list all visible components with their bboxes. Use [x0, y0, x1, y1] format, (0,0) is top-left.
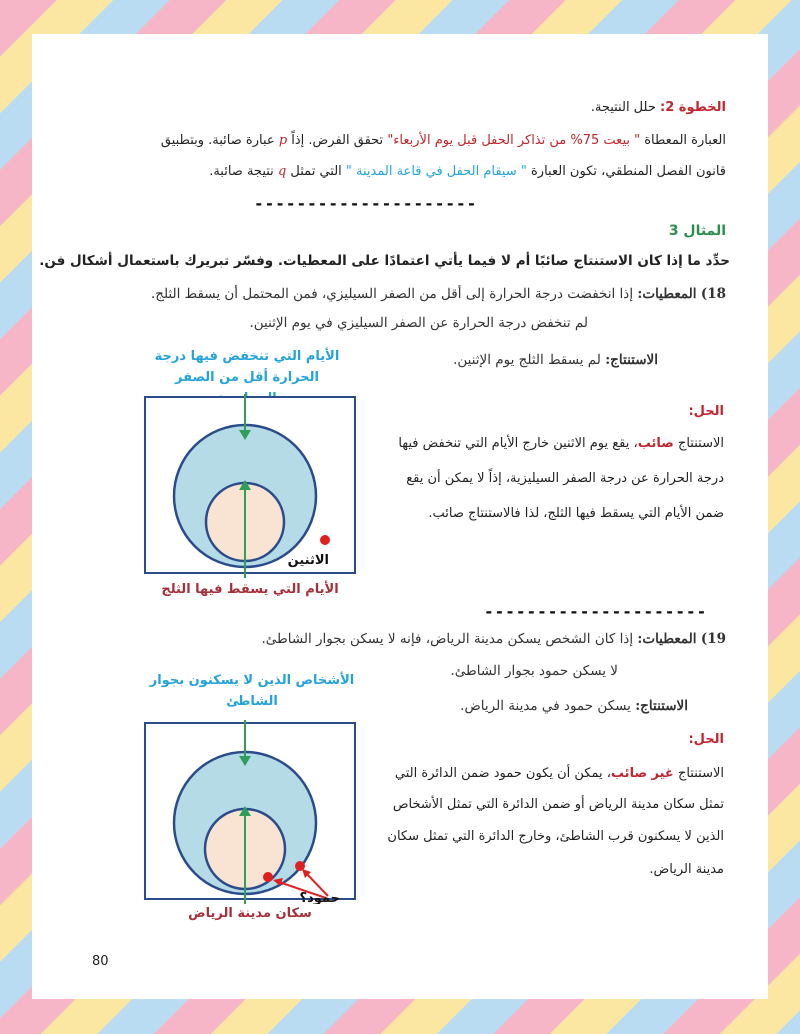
dashed-divider-1: --------------------- [254, 194, 478, 213]
p19-diagram-top-label: الأشخاص الذين لا يسكنون بجوار الشاطئ [149, 673, 355, 709]
p19-solution-label: الحل: [688, 732, 724, 747]
text: عبارة صائبة. وبتطبيق [160, 133, 275, 148]
hamoud-point-inside [263, 872, 273, 882]
step2-title: الخطوة 2: [660, 100, 726, 115]
step2-heading [46, 100, 726, 115]
p19-conclusion-label: الاستنتاج: [635, 698, 688, 714]
text: العبارة المعطاة [644, 133, 726, 148]
p19-number: 19) [700, 631, 726, 647]
p19-given-1: إذا كان الشخص يسكن مدينة الرياض، فإنه لا يسكن بجوار الشاطئ. [261, 631, 634, 647]
p19-conclusion [460, 698, 688, 714]
p19-venn-diagram [142, 720, 358, 904]
step2-line-2 [36, 164, 726, 179]
p18-conclusion-text: لم يسقط الثلج يوم الإثنين. [453, 352, 601, 368]
p19-conclusion-text: يسكن حمود في مدينة الرياض. [460, 698, 631, 714]
verdict-incorrect: غير صائب [610, 766, 674, 781]
p19-given-label: المعطيات: [637, 631, 697, 647]
p18-number: 18) [700, 286, 726, 302]
text: نتيجة صائبة. [209, 164, 274, 179]
text: التي تمثل [290, 164, 342, 179]
p19-solution-line-4: مدينة الرياض. [649, 862, 724, 877]
p18-venn-diagram [142, 394, 358, 578]
text: تحقق الفرض. إذاً [291, 133, 384, 148]
p18-solution-line-3: ضمن الأيام التي يسقط فيها الثلج، لذا فالاستنتاج صائب. [428, 506, 724, 521]
variable-p: p [278, 133, 288, 148]
example-3-title: المثال 3 [668, 223, 726, 239]
p19-solution-line-1 [340, 766, 724, 781]
quoted-statement-p: " بيعت 75% من تذاكر الحفل قبل يوم الأربعاء" [387, 133, 641, 148]
p19-given-2: لا يسكن حمود بجوار الشاطئ. [450, 663, 618, 679]
p18-solution-label: الحل: [688, 404, 724, 419]
p18-conclusion [453, 352, 658, 368]
hamoud-label: حمود؟ [299, 891, 340, 904]
text: ، يقع يوم الاثنين خارج الأيام التي تنخفض فيها [398, 436, 638, 451]
monday-label: الاثنين [287, 553, 329, 568]
p18-solution-line-1 [340, 436, 724, 451]
variable-q: q [277, 164, 287, 179]
p18-diagram-top-label: الأيام التي تنخفض فيها درجة الحرارة أقل من الصفر [154, 349, 340, 385]
dashed-divider-2: --------------------- [484, 602, 708, 621]
p18-given-1: إذا انخفضت درجة الحرارة إلى أقل من الصفر السيليزي، فمن المحتمل أن يسقط الثلج. [150, 286, 634, 302]
page-number: 80 [92, 954, 109, 969]
step2-title-rest: حلل النتيجة. [590, 100, 656, 115]
p19-diagram-bottom-label: سكان مدينة الرياض [188, 906, 312, 921]
verdict-correct: صائب [637, 436, 674, 451]
example-3-instruction: حدِّد ما إذا كان الاستنتاج صائبًا أم لا فيما يأتي اعتمادًا على المعطيات. وفسّر تبريرك باستعمال أشكال فن. [39, 253, 730, 269]
p19-solution-line-2: تمثل سكان مدينة الرياض أو ضمن الدائرة التي تمثل الأشخاص [392, 797, 724, 812]
p19-solution-line-3: الذين لا يسكنون قرب الشاطئ، وخارج الدائرة التي تمثل سكان [387, 829, 724, 844]
quoted-statement-q: " سيقام الحفل في قاعة المدينة " [345, 164, 527, 179]
text: ، يمكن أن يكون حمود ضمن الدائرة التي [394, 766, 611, 781]
page [32, 34, 768, 999]
p18-given-2: لم تنخفض درجة الحرارة عن الصفر السيليزي في يوم الإثنين. [249, 315, 588, 331]
p18-solution-line-2: درجة الحرارة عن درجة الصفر السيليزية، إذاً لا يمكن أن يقع [406, 471, 724, 486]
p18-given-line-1 [26, 286, 726, 302]
step2-line-1 [36, 133, 726, 148]
p18-conclusion-label: الاستنتاج: [605, 352, 658, 368]
text: قانون الفصل المنطقي، تكون العبارة [530, 164, 726, 179]
p18-diagram-bottom-label: الأيام التي يسقط فيها الثلج [161, 582, 339, 597]
monday-point [320, 535, 330, 545]
p18-given-label: المعطيات: [637, 286, 697, 302]
text: الاستنتاج [677, 436, 724, 451]
p19-given-line-1 [26, 631, 726, 647]
text: الاستنتاج [677, 766, 724, 781]
